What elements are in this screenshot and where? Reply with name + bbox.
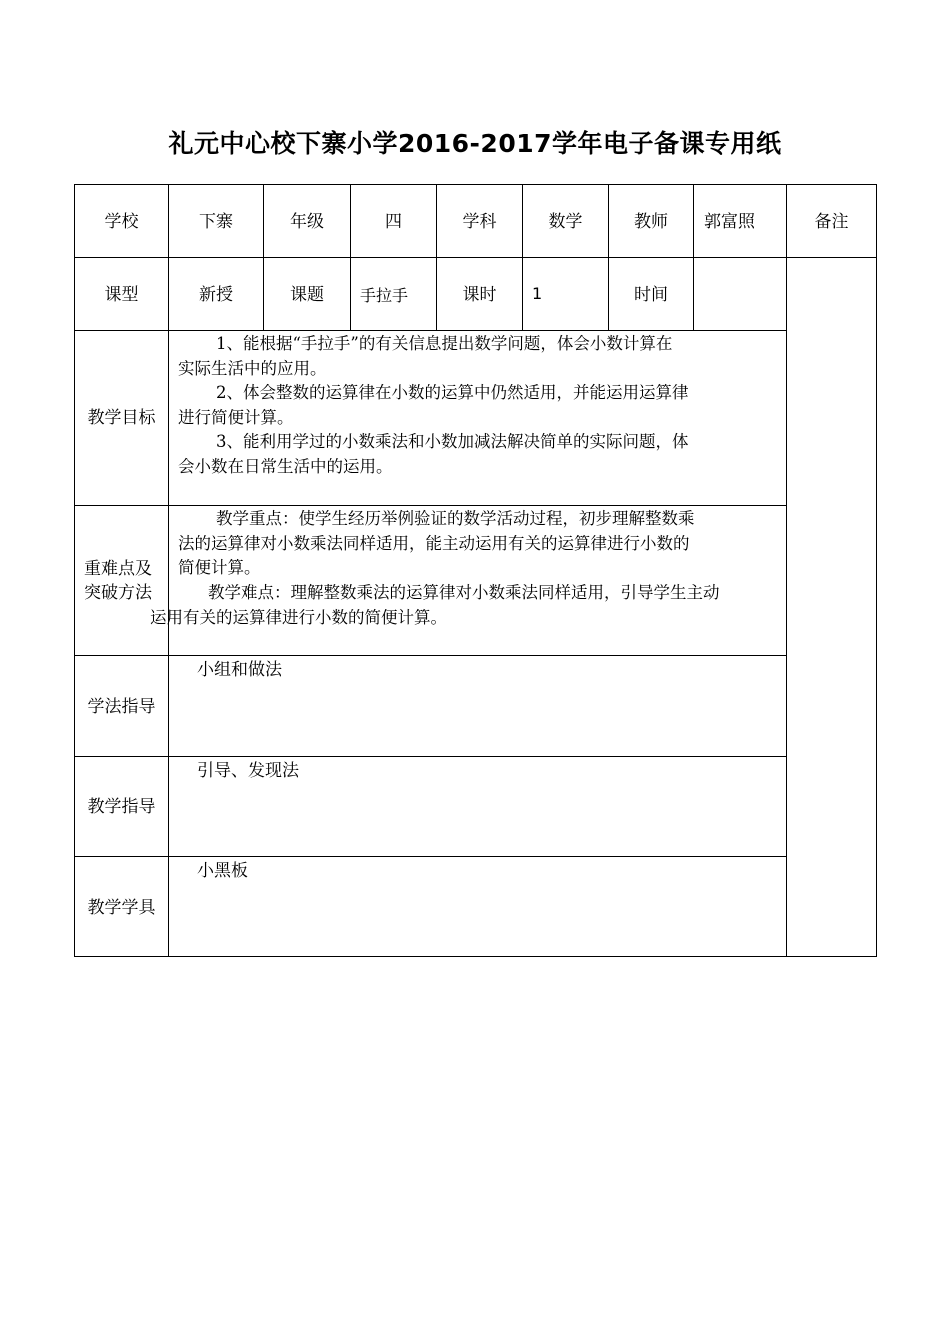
objective-line: 1、能根据“手拉手”的有关信息提出数学问题，体会小数计算在 <box>216 334 673 353</box>
teaching-method-label: 教学指导 <box>87 797 156 817</box>
difficult-point-line: 运用有关的运算律进行小数的简便计算。 <box>150 607 447 627</box>
difficult-point-line: 教学难点：理解整数乘法的运算律对小数乘法同样适用，引导学生主动 <box>208 583 720 602</box>
objective-line: 2、体会整数的运算律在小数的运算中仍然适用，并能运用运算律 <box>216 383 689 402</box>
remarks-label: 备注 <box>814 212 849 232</box>
teacher-label: 教师 <box>634 212 668 232</box>
teacher-value: 郭富照 <box>704 212 755 232</box>
study-method-label: 学法指导 <box>87 697 156 717</box>
key-point-line: 简便计算。 <box>178 558 261 577</box>
grade-value: 四 <box>385 212 402 232</box>
objectives-label: 教学目标 <box>87 408 156 428</box>
key-points-label-line1: 重难点及 <box>84 559 152 579</box>
key-points-text <box>178 507 695 581</box>
teaching-tools-label: 教学学具 <box>87 898 156 918</box>
objectives-text <box>178 332 689 479</box>
study-method-value: 小组和做法 <box>197 660 282 680</box>
school-label: 学校 <box>104 212 139 232</box>
teaching-tools-value: 小黑板 <box>197 861 248 881</box>
key-point-line: 法的运算律对小数乘法同样适用，能主动运用有关的运算律进行小数的 <box>178 533 690 553</box>
topic-label: 课题 <box>290 285 324 305</box>
page-title: 礼元中心校下寨小学2016-2017学年电子备课专用纸 <box>168 129 782 158</box>
objective-line: 3、能利用学过的小数乘法和小数加减法解决简单的实际问题，体 <box>216 432 689 451</box>
difficult-points-text <box>150 581 720 630</box>
objective-line: 会小数在日常生活中的运用。 <box>178 456 393 476</box>
objective-line: 进行简便计算。 <box>178 407 294 427</box>
grade-label: 年级 <box>290 212 324 232</box>
key-points-label-line2: 突破方法 <box>84 583 152 603</box>
period-label: 课时 <box>462 285 497 305</box>
school-value: 下寨 <box>199 212 233 232</box>
time-label: 时间 <box>634 285 668 305</box>
subject-label: 学科 <box>462 212 497 232</box>
objective-line: 实际生活中的应用。 <box>178 358 327 378</box>
topic-value: 手拉手 <box>360 286 409 305</box>
period-value: 1 <box>532 284 543 303</box>
key-point-line: 教学重点：使学生经历举例验证的数学活动过程，初步理解整数乘 <box>216 509 695 528</box>
lesson-type-value: 新授 <box>199 285 233 305</box>
teaching-method-value: 引导、发现法 <box>197 761 299 781</box>
lesson-type-label: 课型 <box>104 285 139 305</box>
subject-value: 数学 <box>548 212 583 232</box>
